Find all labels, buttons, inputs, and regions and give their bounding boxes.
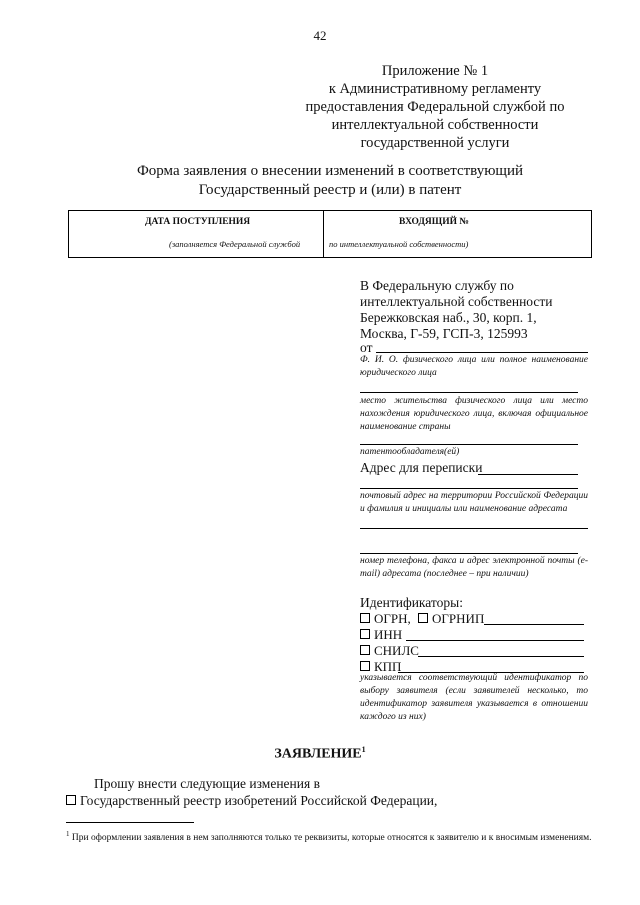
form-title	[120, 162, 540, 200]
contacts-note: номер телефона, факса и адрес электронной почты (e-mail) адресата (последнее – при наличии)	[360, 556, 588, 579]
fill-note-left: (заполняется Федеральной службой	[169, 239, 301, 249]
holder-note: патентообладателя(ей)	[360, 447, 460, 457]
residence-field[interactable]	[360, 392, 578, 393]
date-received-header: ДАТА ПОСТУПЛЕНИЯ	[145, 217, 251, 227]
page-number: 42	[313, 28, 327, 43]
inn-checkbox[interactable]	[360, 629, 370, 639]
kpp-label: КПП	[374, 659, 402, 674]
option-state-register	[66, 793, 437, 809]
identifier-note: указывается соответствующий идентификатор по выбору заявителя (если заявителей несколько, то идентификатор заявителя указывается в отношении каждого из них)	[360, 673, 588, 722]
fill-note-right: по интеллектуальной собственности)	[329, 239, 469, 249]
intake-table	[68, 210, 592, 258]
appendix-header	[290, 62, 580, 152]
appendix-line-2: к Административному регламенту	[328, 81, 542, 97]
appendix-line-1: Приложение № 1	[381, 63, 489, 79]
footnote-separator	[66, 822, 194, 823]
state-register-label: Государственный реестр изобретений Российской Федерации,	[80, 793, 438, 808]
snils-checkbox[interactable]	[360, 645, 370, 655]
footnote-mark: 1	[66, 830, 70, 838]
inn-field[interactable]	[406, 640, 584, 641]
ogrnip-label: ОГРНИП	[432, 611, 485, 626]
addressee-line-4: Москва, Г-59, ГСП-3, 125993	[360, 326, 528, 341]
appendix-line-5: государственной услуги	[360, 135, 510, 151]
id-row-inn	[360, 627, 402, 643]
holder-field[interactable]	[360, 444, 578, 445]
appendix-line-3: предоставления Федеральной службой по	[305, 99, 565, 115]
contacts-field[interactable]	[360, 553, 578, 554]
id-row-snils	[360, 643, 419, 659]
snils-label: СНИЛС	[374, 643, 419, 658]
statement-title-text: ЗАЯВЛЕНИЕ	[274, 746, 362, 762]
kpp-checkbox[interactable]	[360, 661, 370, 671]
addressee-line-2: интеллектуальной собственности	[360, 294, 553, 309]
ogrn-checkbox[interactable]	[360, 613, 370, 623]
postal-field-end[interactable]	[360, 528, 588, 529]
form-title-line-2: Государственный реестр и (или) в патент	[198, 182, 462, 198]
mail-address-field[interactable]	[478, 474, 578, 475]
footnote	[66, 828, 592, 845]
mail-address-label: Адрес для переписки	[360, 460, 483, 475]
footnote-text: При оформлении заявления в нем заполняются только те реквизиты, которые относятся к заявителю и к вносимым изменениям.	[71, 833, 592, 844]
state-register-checkbox[interactable]	[66, 795, 76, 805]
ogrn-label: ОГРН,	[374, 611, 411, 626]
identifiers-label: Идентификаторы:	[360, 595, 463, 610]
addressee-block	[360, 278, 600, 342]
postal-note: почтовый адрес на территории Российской Федерации и фамилия и инициалы или наименование адресата	[360, 491, 588, 514]
form-title-line-1: Форма заявления о внесении изменений в соответствующий	[136, 163, 524, 179]
table-divider	[323, 211, 324, 257]
addressee-line-3: Бережковская наб., 30, корп. 1,	[360, 310, 537, 325]
appendix-line-4: интеллектуальной собственности	[331, 117, 539, 133]
id-row-ogrn	[360, 611, 484, 627]
addressee-line-1: В Федеральную службу по	[360, 278, 514, 293]
ogrnip-checkbox[interactable]	[418, 613, 428, 623]
inn-label: ИНН	[374, 627, 403, 642]
incoming-number-header: ВХОДЯЩИЙ №	[399, 217, 469, 227]
mail-address-field-2[interactable]	[360, 488, 578, 489]
ogrn-field[interactable]	[484, 624, 584, 625]
statement-title	[0, 745, 640, 763]
statement-footnote-mark: 1	[361, 745, 366, 754]
residence-note: место жительства физического лица или место нахождения юридического лица, включая официальное наименование страны	[360, 396, 588, 432]
name-note: Ф. И. О. физического лица или полное наименование юридического лица	[360, 355, 588, 378]
from-field[interactable]	[376, 352, 588, 353]
snils-field[interactable]	[418, 656, 584, 657]
from-label: от	[360, 340, 373, 355]
request-line: Прошу внести следующие изменения в	[94, 776, 320, 791]
